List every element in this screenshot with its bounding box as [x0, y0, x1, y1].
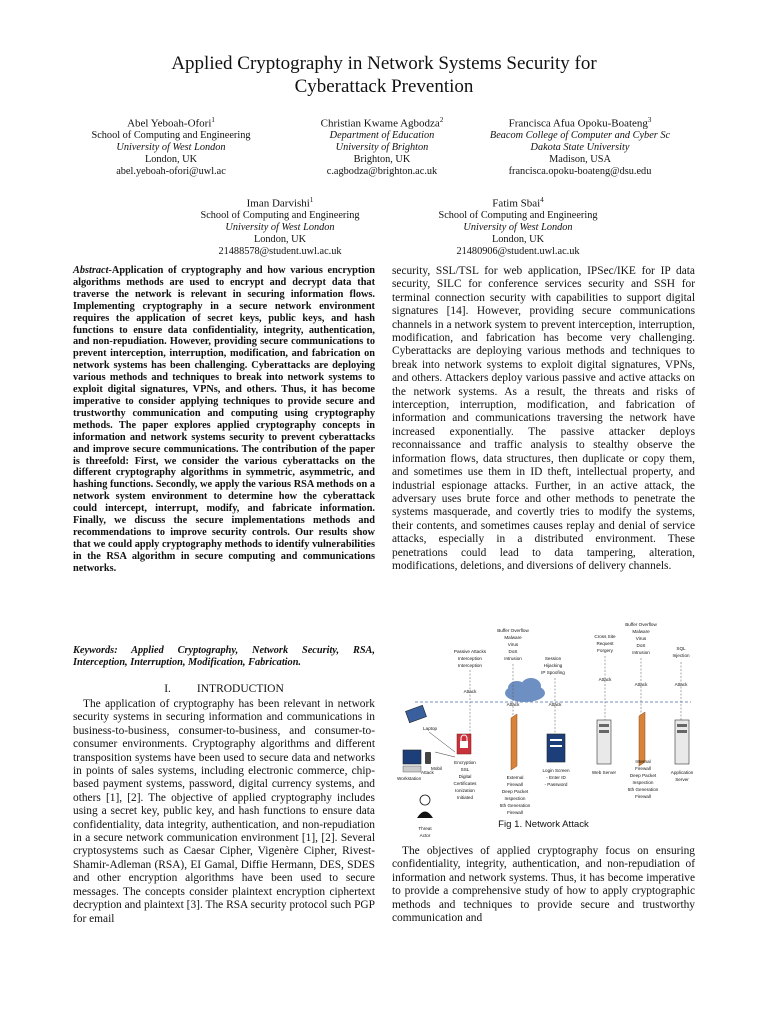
author-affiliation: Department of Education [329, 129, 435, 141]
svg-text:Firewall: Firewall [635, 794, 651, 799]
svg-text:Workstation: Workstation [397, 776, 422, 781]
external-firewall-icon [500, 714, 531, 815]
keywords: Keywords: Applied Cryptography, Network Security, RSA, Interception, Interruption, Modification, Fabrication. [73, 645, 375, 668]
svg-text:Buffer Overflow: Buffer Overflow [625, 622, 657, 627]
buffer-overflow-label-1 [497, 628, 529, 661]
svg-text:Actor: Actor [419, 833, 431, 838]
laptop-icon [405, 705, 437, 731]
author-email: c.agbodza@brighton.ac.uk [326, 165, 438, 177]
application-server-icon [671, 720, 694, 782]
author-block-2 [282, 114, 482, 178]
author-email: francisca.opoku-boateng@dsu.edu [508, 165, 652, 177]
author-affiliation: School of Computing and Engineering [200, 209, 360, 221]
internal-firewall-icon [628, 712, 659, 799]
svg-text:Firewall: Firewall [635, 766, 651, 771]
author-name: Abel Yeboah-Ofori$^1$ [127, 116, 215, 130]
svg-text:5th Generation: 5th Generation [499, 803, 531, 808]
author-city: London, UK [144, 153, 198, 165]
svg-text:Deep Packet: Deep Packet [629, 773, 657, 778]
author-city: London, UK [491, 233, 545, 245]
author-name: Fatim Sbai$^4$ [492, 196, 544, 210]
svg-text:Application: Application [670, 770, 694, 775]
svg-text:Digital: Digital [458, 774, 472, 779]
svg-text:5th Generation: 5th Generation [627, 787, 659, 792]
figure-caption: Fig 1. Network Attack [498, 819, 589, 830]
author-block-5 [418, 194, 618, 258]
session-hijacking-label [541, 656, 565, 675]
mobile-icon [425, 752, 442, 771]
svg-text:Initiated: Initiated [456, 795, 474, 800]
attack-lines [470, 656, 681, 734]
svg-text:Certificates: Certificates [453, 781, 477, 786]
svg-text:External: External [506, 775, 524, 780]
author-email: abel.yeboah-ofori@uwl.ac [116, 165, 226, 177]
workstation-icon [397, 750, 422, 781]
svg-text:Web Server: Web Server [591, 770, 617, 775]
author-university: University of West London [116, 141, 226, 153]
author-university: University of Brighton [335, 141, 429, 153]
svg-text:Laptop: Laptop [423, 726, 438, 731]
threat-actor-icon [417, 795, 433, 838]
svg-text:Encryption: Encryption [454, 760, 476, 765]
author-block-1 [71, 114, 271, 178]
author-city: Madison, USA [549, 153, 611, 165]
svg-text:Cross Site: Cross Site [594, 634, 616, 639]
svg-text:Intrusion: Intrusion [504, 656, 522, 661]
svg-text:Injection: Injection [672, 653, 690, 658]
author-city: Brighton, UK [353, 153, 411, 165]
svg-text:Request: Request [596, 641, 614, 646]
svg-text:IP Spoofing: IP Spoofing [541, 670, 565, 675]
attack-label: Attack [421, 770, 434, 775]
passive-attacks-label [454, 649, 487, 668]
title-line-1: Applied Cryptography in Network Systems Security for [171, 53, 597, 74]
svg-text:Attack: Attack [506, 702, 520, 707]
abstract-text: Application of cryptography and how various encryption algorithms methods are used to encrypt and decrypt data that traverse the network is relevant in securing information flows. Implementing cryptography in a secure network environment requires the application of secret keys, public keys, and hash functions to ensure data confidentiality, integrity, authentication, and non-repudiation. However, providing secure communications to prevent interception, interruption, modification, and fabrication on network systems has been challenging. Cyberattacks are deploying various methods and techniques to break into network systems to exploit digital signatures, VPNs, and others. Thus, it has become imperative to consider applying techniques to provide secure and trustworthy communication and computing using cryptography methods. The paper explores applied cryptography concepts in information and network systems security to prevent cyberattacks and improve secure communications. The contribution of the paper is threefold: First, we consider the various cyberattacks on the different cryptography algorithms in symmetric, asymmetric, and hashing functions. Secondly, we apply the various RSA methods on a network system environment to determine how the cyberattack could intercept, interrupt, modify, and fabricate information. Finally, we discuss the secure implementations methods and recommendations to improve security controls. Our results show that we could apply cryptography methods to identify vulnerabilities in the RSA algorithm in secure computing and communications networks. [73, 265, 375, 574]
lock-icon [454, 734, 478, 800]
label-line: Interception [457, 663, 483, 668]
cloud-icon [505, 678, 545, 702]
svg-text:Login Screen: Login Screen [542, 768, 570, 773]
svg-text:Attack: Attack [598, 677, 612, 682]
author-university: University of West London [463, 221, 573, 233]
author-city: London, UK [253, 233, 307, 245]
csrf-label [594, 634, 616, 653]
svg-text:Mobil: Mobil [431, 766, 442, 771]
svg-text:SSL: SSL [460, 767, 470, 772]
svg-text:Virus: Virus [635, 636, 647, 641]
svg-text:DoS: DoS [508, 649, 518, 654]
paper-title [0, 52, 768, 98]
svg-text:Ionization: Ionization [455, 788, 475, 793]
author-university: University of West London [225, 221, 335, 233]
svg-text:Attack: Attack [463, 689, 477, 694]
svg-text:SQL: SQL [676, 646, 686, 651]
label-line: Interception [457, 656, 483, 661]
svg-text:Firewall: Firewall [507, 782, 523, 787]
buffer-overflow-label-2 [625, 622, 657, 655]
svg-text:Buffer Overflow: Buffer Overflow [497, 628, 529, 633]
svg-text:- Password: - Password [544, 782, 568, 787]
svg-text:Attack: Attack [634, 682, 648, 687]
svg-text:Firewall: Firewall [507, 810, 523, 815]
author-email: 21488578@student.uwl.ac.uk [218, 245, 342, 257]
svg-text:Attack: Attack [548, 702, 562, 707]
attack-labels [464, 677, 688, 707]
svg-text:Server: Server [675, 777, 689, 782]
login-screen-icon [542, 734, 570, 787]
author-name: Francisca Afua Opoku-Boateng$^3$ [508, 116, 652, 130]
svg-text:Threat: Threat [418, 826, 432, 831]
network-attack-figure [395, 622, 695, 844]
svg-text:Internal: Internal [635, 759, 651, 764]
svg-text:Inspection: Inspection [504, 796, 526, 801]
title-line-2: Cyberattack Prevention [294, 76, 474, 97]
svg-text:- Enter ID: - Enter ID [546, 775, 566, 780]
author-affiliation: School of Computing and Engineering [438, 209, 598, 221]
svg-text:Attack: Attack [674, 682, 688, 687]
svg-text:Malware: Malware [632, 629, 650, 634]
web-server-icon [592, 720, 617, 775]
author-block-4 [180, 194, 380, 258]
author-affiliation: Beacom College of Computer and Cyber Sc [489, 129, 671, 141]
author-block-3 [466, 114, 694, 178]
svg-text:Virus: Virus [507, 642, 519, 647]
label-line: Passive Attacks [453, 649, 487, 654]
svg-text:Deep Packet: Deep Packet [501, 789, 529, 794]
abstract-lead: Abstract- [73, 265, 112, 276]
author-affiliation: School of Computing and Engineering [91, 129, 251, 141]
intro-paragraph: The application of cryptography has been relevant in network security systems in securing information and communications in business-to-business, consumer-to-business, and consumer-to-consumer environments. Cryptography algorithms and different transposition systems have been used to secure data and networks in points of sales systems, including electronic commerce, chip-based payment systems, password, digital currency systems, and others [1], [2]. The objective of applied cryptography includes using a secret key, public key, and hash functions to ensure data confidentiality, data integrity, authentication, and non-repudiation in a secure network communication environment [1], [2]. Several cryptosystems such as Caesar Cipher, Vigenère Cipher, Rivest-Shamir-Adleman (RSA), EI Gamal, Diffie Hermann, DES, SDES and other encryption algorithms have been used to secure messages. The concepts consider plaintext encryption ciphertext decryption and plaintext [3]. The RSA security protocol such PGP for email [73, 698, 375, 925]
sql-injection-label [672, 646, 690, 658]
author-name: Christian Kwame Agbodza$^2$ [320, 116, 444, 130]
author-name: Iman Darvishi$^1$ [246, 196, 314, 210]
svg-text:Session: Session [544, 656, 562, 661]
svg-text:Hijacking: Hijacking [543, 663, 563, 668]
svg-text:Forgery: Forgery [597, 648, 613, 653]
right-paragraph-bottom: The objectives of applied cryptography focus on ensuring confidentiality, integrity, authentication, and non-repudiation of information and network systems. Thus, it has become imperative to provide a comprehensive study of how to apply cryptographic methods and techniques to provide secure and trustworthy communication and [392, 845, 695, 925]
svg-text:DoS: DoS [636, 643, 646, 648]
author-email: 21480906@student.uwl.ac.uk [456, 245, 580, 257]
svg-text:Intrusion: Intrusion [632, 650, 650, 655]
right-paragraph-top: security, SSL/TSL for web application, IPSec/IKE for IP data security, SILC for conference services security and SSH for terminal connection security with capabilities to support digital signatures [14]. However, providing secure communications channels in a network system to prevent interception, interruption, modification, and fabrication has become very challenging. Cyberattacks are deploying various methods and techniques to break into network systems to exploit digital signatures, VPNs, and others. Attackers deploy various passive and active attacks on the network systems. As a result, the threats and risks of interception, interruption, modification, and fabrication of information and communications traversing the network have increased exponentially. The passive attacker deploys reconnaissance and traffic analysis to stealthy observe the information flows, data structures, then duplicate or copy them, and sometimes use them in ID theft, intellectual property, and industrial espionage attacks. Further, in an active attack, the adversary uses brute force and other methods to penetrate the systems masquerade, and covertly tries to modify the systems, their contents, and sometimes causes replay and denial of service attacks, especially in a distributed environment. These penetrations could lead to data tampering, alteration, modifications, deletions, and diversions of delivery channels. [392, 265, 695, 572]
section-number: I. [164, 683, 171, 695]
section-heading [73, 683, 375, 695]
section-title: INTRODUCTION [196, 683, 284, 695]
svg-text:Inspection: Inspection [632, 780, 654, 785]
abstract [73, 265, 375, 575]
actor-arrows [429, 732, 455, 757]
author-university: Dakota State University [530, 141, 630, 153]
svg-text:Malware: Malware [504, 635, 522, 640]
